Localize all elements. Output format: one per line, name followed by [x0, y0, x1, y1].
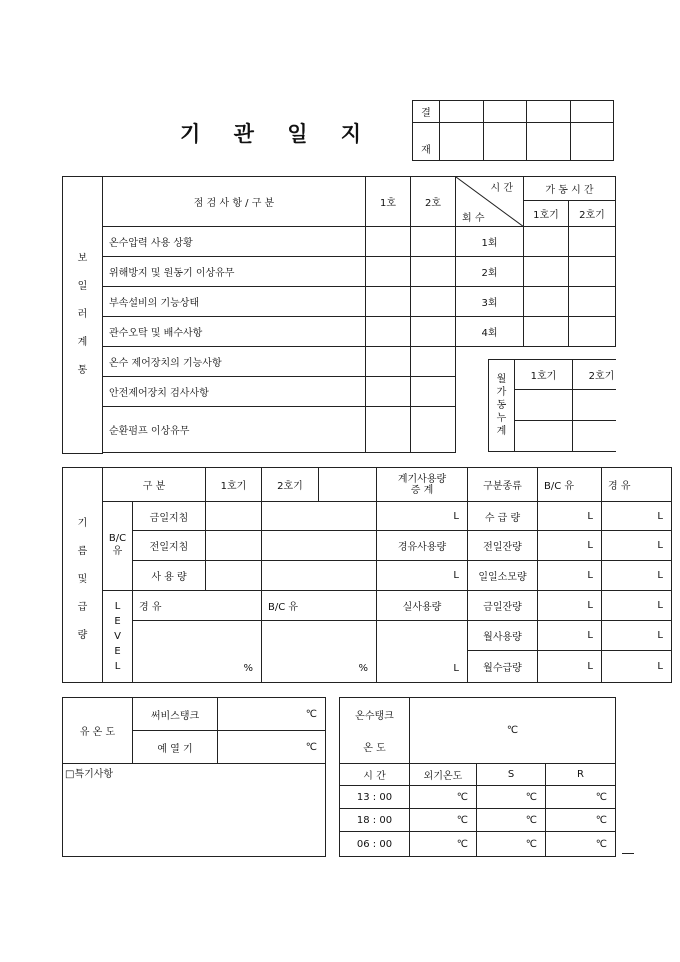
- temp-cell[interactable]: ℃: [546, 809, 616, 832]
- time-row: 06 : 00: [340, 832, 410, 857]
- meter-unit: L: [377, 561, 468, 591]
- temp-cell[interactable]: ℃: [546, 832, 616, 857]
- monthly-area: [456, 347, 616, 454]
- op-cell[interactable]: [524, 257, 569, 287]
- check-cell[interactable]: [411, 407, 456, 453]
- check-cell[interactable]: [366, 287, 411, 317]
- approval-jae: 재: [413, 123, 440, 161]
- approval-cell[interactable]: [483, 101, 527, 123]
- check-cell[interactable]: [366, 317, 411, 347]
- fuel-cell[interactable]: [206, 531, 262, 561]
- approval-cell[interactable]: [570, 101, 614, 123]
- fuel-side-label: 기 름 및 급 량: [63, 468, 103, 683]
- inspection-item: 위해방지 및 원동기 이상유무: [103, 257, 366, 287]
- approval-gyeol: 결: [413, 101, 440, 123]
- approval-cell[interactable]: [570, 123, 614, 161]
- inspection-item: 안전제어장치 검사사항: [103, 377, 366, 407]
- meter-header: 계기사용량 증 계: [377, 468, 468, 502]
- check-cell[interactable]: [411, 347, 456, 377]
- water-tank-temp-value[interactable]: ℃: [410, 698, 616, 764]
- op2-header: 2호기: [569, 201, 616, 227]
- right-row-label: 월사용량: [468, 621, 538, 651]
- monthly-cell[interactable]: [573, 390, 616, 421]
- service-tank-label: 써비스탱크: [133, 698, 218, 731]
- fuel-k2b-header: [319, 468, 377, 502]
- temp-cell[interactable]: ℃: [410, 809, 477, 832]
- approval-cell[interactable]: [440, 123, 484, 161]
- round-label: 1회: [456, 227, 524, 257]
- time-row: 18 : 00: [340, 809, 410, 832]
- temp-cell[interactable]: ℃: [410, 786, 477, 809]
- oil-temp-table: [62, 697, 326, 857]
- monthly-cell[interactable]: [515, 390, 573, 421]
- water-tank-table: [339, 697, 616, 857]
- fuel-k2-header: 2호기: [262, 468, 319, 502]
- unit-L: L: [602, 621, 672, 651]
- monthly-table: [488, 359, 616, 452]
- round-label: 3회: [456, 287, 524, 317]
- monthly-cell[interactable]: [573, 421, 616, 452]
- unit-L: L: [602, 531, 672, 561]
- inspection-item: 온수 제어장치의 기능사항: [103, 347, 366, 377]
- check-cell[interactable]: [411, 287, 456, 317]
- type-header: 구분종류: [468, 468, 538, 502]
- check-cell[interactable]: [411, 377, 456, 407]
- temp-cell[interactable]: ℃: [410, 832, 477, 857]
- unit-L: L: [602, 591, 672, 621]
- outside-temp-header: 외기온도: [410, 764, 477, 786]
- time-row: 13 : 00: [340, 786, 410, 809]
- check-cell[interactable]: [411, 227, 456, 257]
- temp-cell[interactable]: ℃: [477, 786, 546, 809]
- approval-table: [412, 100, 614, 161]
- bc-label: B/C 유: [103, 502, 133, 591]
- fuel-cell[interactable]: [206, 502, 262, 531]
- inspection-item: 부속설비의 기능상태: [103, 287, 366, 317]
- op-cell[interactable]: [524, 227, 569, 257]
- level-diesel-header: 경 유: [133, 591, 262, 621]
- unit-L: L: [602, 502, 672, 531]
- preheater-label: 예 열 기: [133, 731, 218, 764]
- approval-cell[interactable]: [527, 101, 571, 123]
- actual-usage-unit[interactable]: L: [377, 621, 468, 683]
- check-cell[interactable]: [366, 407, 411, 453]
- inspection-item: 순환펌프 이상유무: [103, 407, 366, 453]
- temp-cell[interactable]: ℃: [546, 786, 616, 809]
- inspection-item-header: 점 검 사 항 / 구 분: [103, 177, 366, 227]
- fuel-table: [62, 467, 672, 683]
- diesel-header: 경 유: [602, 468, 672, 502]
- fuel-cell[interactable]: [262, 561, 377, 591]
- notes-area[interactable]: [63, 764, 326, 857]
- s-header: S: [477, 764, 546, 786]
- check-cell[interactable]: [366, 377, 411, 407]
- notes-label: □특기사항: [65, 769, 114, 780]
- r-header: R: [546, 764, 616, 786]
- fuel-row-label: 전일지침: [133, 531, 206, 561]
- oil-temp-label: 유 온 도: [63, 698, 133, 764]
- approval-cell[interactable]: [527, 123, 571, 161]
- actual-usage-header: 실사용량: [377, 591, 468, 621]
- page-title: 기 관 일 지: [180, 122, 375, 146]
- water-tank-label1: 온수탱크: [340, 698, 410, 731]
- op-cell[interactable]: [569, 257, 616, 287]
- op-cell[interactable]: [524, 317, 569, 347]
- diesel-usage-label: 경유사용량: [377, 531, 468, 561]
- inspection-side-label: 보 일 러 계 통: [63, 177, 103, 454]
- boiler1-header: 1호: [366, 177, 411, 227]
- check-cell[interactable]: [366, 347, 411, 377]
- level-label: L E V E L: [103, 591, 133, 683]
- op-cell[interactable]: [569, 287, 616, 317]
- fuel-cell[interactable]: [206, 561, 262, 591]
- preheater-value[interactable]: ℃: [218, 731, 326, 764]
- round-label: 2회: [456, 257, 524, 287]
- fuel-k1-header: 1호기: [206, 468, 262, 502]
- boiler2-header: 2호: [411, 177, 456, 227]
- right-row-label: 금일잔량: [468, 591, 538, 621]
- level-diesel-pct[interactable]: %: [133, 621, 262, 683]
- fuel-row-label: 사 용 량: [133, 561, 206, 591]
- check-cell[interactable]: [411, 317, 456, 347]
- inspection-item: 관수오탁 및 배수사항: [103, 317, 366, 347]
- unit-L: L: [538, 531, 602, 561]
- edge-mark: [622, 853, 634, 854]
- service-tank-value[interactable]: ℃: [218, 698, 326, 731]
- fuel-gubun-header: 구 분: [103, 468, 206, 502]
- inspection-item: 온수압력 사용 상황: [103, 227, 366, 257]
- op-cell[interactable]: [524, 287, 569, 317]
- unit-L: L: [602, 561, 672, 591]
- round-label: 4회: [456, 317, 524, 347]
- monthly-h1: 1호기: [515, 360, 573, 390]
- level-bc-header: B/C 유: [262, 591, 377, 621]
- approval-cell[interactable]: [440, 101, 484, 123]
- check-cell[interactable]: [411, 257, 456, 287]
- check-cell[interactable]: [366, 227, 411, 257]
- fuel-cell[interactable]: [262, 502, 377, 531]
- op-cell[interactable]: [569, 317, 616, 347]
- check-cell[interactable]: [366, 257, 411, 287]
- right-row-label: 전일잔량: [468, 531, 538, 561]
- monthly-h2: 2호기: [573, 360, 616, 390]
- operation-time-header: 가 동 시 간: [524, 177, 616, 201]
- monthly-cell[interactable]: [515, 421, 573, 452]
- bc-header: B/C 유: [538, 468, 602, 502]
- time-header: 시 간: [340, 764, 410, 786]
- fuel-row-label: 금일지침: [133, 502, 206, 531]
- unit-L: L: [538, 651, 602, 683]
- water-tank-label2: 온 도: [340, 731, 410, 764]
- op-cell[interactable]: [569, 227, 616, 257]
- unit-L: L: [538, 561, 602, 591]
- inspection-table: [62, 176, 616, 454]
- right-row-label: 월수급량: [468, 651, 538, 683]
- unit-L: L: [538, 502, 602, 531]
- unit-L: L: [538, 621, 602, 651]
- unit-L: L: [538, 591, 602, 621]
- unit-L: L: [602, 651, 672, 683]
- right-row-label: 일일소모량: [468, 561, 538, 591]
- time-count-header: 시 간 회 수: [456, 177, 524, 227]
- approval-cell[interactable]: [483, 123, 527, 161]
- op1-header: 1호기: [524, 201, 569, 227]
- fuel-cell[interactable]: [262, 531, 377, 561]
- meter-unit: L: [377, 502, 468, 531]
- monthly-label: 월 가 동 누 계: [489, 360, 515, 452]
- temp-cell[interactable]: ℃: [477, 832, 546, 857]
- level-bc-pct[interactable]: %: [262, 621, 377, 683]
- temp-cell[interactable]: ℃: [477, 809, 546, 832]
- right-row-label: 수 급 량: [468, 502, 538, 531]
